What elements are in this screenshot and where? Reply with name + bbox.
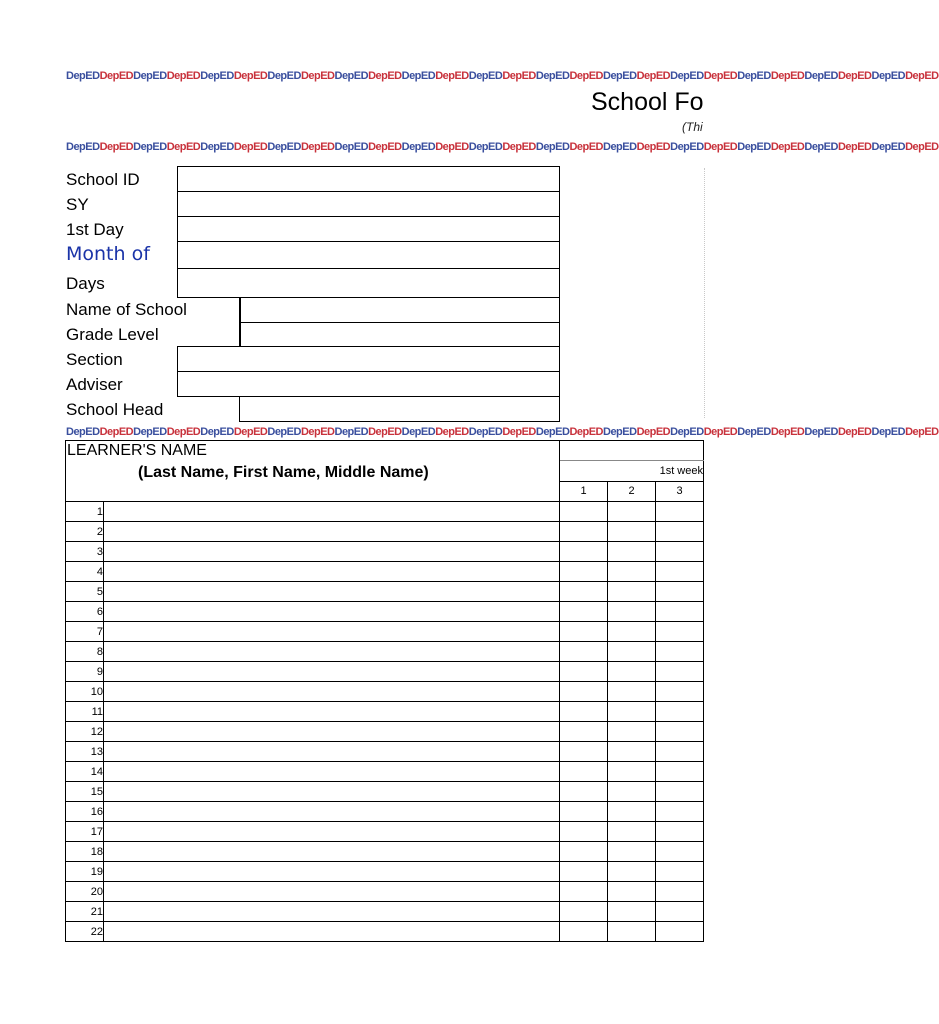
- deped-logo-mark: DepED: [133, 141, 167, 153]
- deped-logo-mark: DepED: [603, 141, 637, 153]
- sy-field[interactable]: [177, 191, 560, 217]
- page-edge-dots: [701, 168, 705, 418]
- row-number: 1: [66, 502, 104, 522]
- attendance-cell[interactable]: [560, 522, 608, 542]
- deped-logo-mark: DepED: [401, 141, 436, 153]
- attendance-cell[interactable]: [656, 782, 704, 802]
- attendance-cell[interactable]: [656, 842, 704, 862]
- attendance-cell[interactable]: [656, 602, 704, 622]
- attendance-cell[interactable]: [656, 762, 704, 782]
- deped-logo-mark: DepED: [334, 426, 369, 438]
- deped-logo-mark: DepED: [670, 426, 704, 438]
- deped-logo-mark: DepED: [166, 426, 201, 438]
- deped-logo-mark: DepED: [368, 70, 402, 82]
- table-row: [66, 642, 704, 662]
- table-row: [66, 902, 704, 922]
- deped-logo-mark: DepED: [737, 426, 771, 438]
- week-header: 1st week: [560, 461, 704, 481]
- deped-logo-mark: DepED: [435, 141, 469, 153]
- deped-logo-mark: DepED: [99, 141, 134, 153]
- deped-logo-mark: DepED: [737, 141, 771, 153]
- attendance-cell[interactable]: [560, 802, 608, 822]
- deped-logo-mark: DepED: [267, 141, 301, 153]
- deped-logo-mark: DepED: [569, 141, 603, 153]
- row-number: 5: [66, 582, 104, 602]
- attendance-cell[interactable]: [656, 702, 704, 722]
- row-number: 18: [66, 842, 104, 862]
- deped-logo-mark: DepED: [166, 141, 201, 153]
- table-row: [66, 522, 704, 542]
- attendance-cell[interactable]: [656, 522, 704, 542]
- month-of-label: Month of: [66, 243, 150, 265]
- name-of-school-field[interactable]: [239, 297, 560, 323]
- day-number-header: 1: [560, 481, 608, 501]
- learner-name-cell[interactable]: [104, 682, 560, 702]
- month-date-header: [560, 441, 704, 461]
- attendance-cell[interactable]: [656, 902, 704, 922]
- table-row: [66, 582, 704, 602]
- attendance-cell[interactable]: [608, 682, 656, 702]
- deped-logo-mark: DepED: [401, 426, 436, 438]
- table-row: [66, 882, 704, 902]
- learner-name-cell[interactable]: [104, 882, 560, 902]
- learner-name-header: [66, 441, 560, 502]
- name-grade-divider: [65, 297, 241, 347]
- attendance-cell[interactable]: [560, 742, 608, 762]
- table-row: [66, 922, 704, 942]
- attendance-cell[interactable]: [608, 782, 656, 802]
- attendance-cell[interactable]: [560, 562, 608, 582]
- attendance-cell[interactable]: [608, 822, 656, 842]
- school-id-label: School ID: [66, 170, 140, 189]
- table-row: [66, 662, 704, 682]
- grade-level-label: Grade Level: [66, 325, 159, 344]
- section-field[interactable]: [177, 346, 560, 372]
- row-number: 7: [66, 622, 104, 642]
- section-label: Section: [66, 350, 123, 369]
- grade-level-field[interactable]: [239, 322, 560, 348]
- row-number: 19: [66, 862, 104, 882]
- attendance-cell[interactable]: [608, 802, 656, 822]
- deped-logo-mark: DepED: [99, 70, 134, 82]
- deped-logo-mark: DepED: [770, 426, 805, 438]
- table-row: [66, 562, 704, 582]
- row-number: 15: [66, 782, 104, 802]
- deped-logo-mark: DepED: [703, 426, 738, 438]
- deped-logo-mark: DepED: [535, 426, 570, 438]
- deped-logo-mark: DepED: [535, 70, 570, 82]
- deped-logo-mark: DepED: [200, 141, 234, 153]
- row-number: 20: [66, 882, 104, 902]
- attendance-cell[interactable]: [608, 882, 656, 902]
- deped-logo-mark: DepED: [435, 426, 469, 438]
- learner-name-cell[interactable]: [104, 762, 560, 782]
- table-row: [66, 682, 704, 702]
- attendance-cell[interactable]: [608, 522, 656, 542]
- attendance-cell[interactable]: [560, 502, 608, 522]
- attendance-cell[interactable]: [608, 642, 656, 662]
- deped-logo-mark: DepED: [703, 70, 738, 82]
- attendance-cell[interactable]: [656, 862, 704, 882]
- deped-logo-mark: DepED: [300, 70, 335, 82]
- deped-logo-mark: DepED: [166, 70, 201, 82]
- attendance-cell[interactable]: [656, 802, 704, 822]
- form-subtitle: (Thi: [682, 120, 703, 134]
- deped-logo-mark: DepED: [233, 426, 268, 438]
- deped-logo-mark: DepED: [636, 141, 671, 153]
- deped-logo-mark: DepED: [636, 426, 671, 438]
- deped-logo-mark: DepED: [66, 70, 100, 82]
- attendance-cell[interactable]: [560, 882, 608, 902]
- attendance-cell[interactable]: [608, 562, 656, 582]
- attendance-cell[interactable]: [656, 682, 704, 702]
- deped-logo-mark: DepED: [804, 141, 838, 153]
- logo-band-top: [66, 69, 939, 83]
- deped-logo-mark: DepED: [770, 70, 805, 82]
- attendance-cell[interactable]: [560, 642, 608, 662]
- attendance-cell[interactable]: [656, 922, 704, 942]
- learner-name-cell[interactable]: [104, 582, 560, 602]
- attendance-cell[interactable]: [608, 502, 656, 522]
- row-number: 4: [66, 562, 104, 582]
- deped-logo-mark: DepED: [837, 426, 872, 438]
- row-number: 12: [66, 722, 104, 742]
- deped-logo-mark: DepED: [368, 426, 402, 438]
- learner-name-cell[interactable]: [104, 602, 560, 622]
- deped-logo-mark: DepED: [770, 141, 805, 153]
- attendance-cell[interactable]: [608, 722, 656, 742]
- deped-logo-mark: DepED: [468, 141, 503, 153]
- attendance-cell[interactable]: [560, 822, 608, 842]
- deped-logo-mark: DepED: [905, 70, 939, 82]
- attendance-cell[interactable]: [656, 622, 704, 642]
- deped-logo-mark: DepED: [871, 70, 906, 82]
- school-id-field[interactable]: [177, 166, 560, 192]
- attendance-cell[interactable]: [560, 762, 608, 782]
- deped-logo-mark: DepED: [66, 141, 100, 153]
- attendance-table: [65, 440, 704, 942]
- deped-logo-mark: DepED: [737, 70, 771, 82]
- month-of-field[interactable]: [177, 241, 560, 269]
- learner-name-cell[interactable]: [104, 522, 560, 542]
- first-day-label: 1st Day: [66, 220, 124, 239]
- attendance-cell[interactable]: [608, 922, 656, 942]
- deped-logo-mark: DepED: [267, 70, 301, 82]
- deped-logo-mark: DepED: [334, 141, 369, 153]
- attendance-cell[interactable]: [608, 902, 656, 922]
- deped-logo-mark: DepED: [300, 141, 335, 153]
- day-number-header: 2: [608, 481, 656, 501]
- attendance-cell[interactable]: [560, 782, 608, 802]
- days-field[interactable]: [177, 268, 560, 298]
- deped-logo-mark: DepED: [133, 70, 167, 82]
- learner-name-cell[interactable]: [104, 722, 560, 742]
- attendance-cell[interactable]: [560, 902, 608, 922]
- name-of-school-label: Name of School: [66, 300, 187, 319]
- learner-name-cell[interactable]: [104, 742, 560, 762]
- attendance-cell[interactable]: [560, 922, 608, 942]
- row-number: 11: [66, 702, 104, 722]
- learner-name-cell[interactable]: [104, 562, 560, 582]
- logo-band-bottom: [66, 425, 939, 439]
- learner-name-cell[interactable]: [104, 662, 560, 682]
- attendance-cell[interactable]: [608, 582, 656, 602]
- deped-logo-mark: DepED: [200, 70, 234, 82]
- learner-name-cell[interactable]: [104, 822, 560, 842]
- deped-logo-mark: DepED: [233, 141, 268, 153]
- adviser-field[interactable]: [177, 371, 560, 397]
- table-row: [66, 822, 704, 842]
- attendance-cell[interactable]: [608, 702, 656, 722]
- day-number-header: 3: [656, 481, 704, 501]
- deped-logo-mark: DepED: [368, 141, 402, 153]
- school-head-label: School Head: [66, 400, 164, 419]
- attendance-cell[interactable]: [560, 542, 608, 562]
- attendance-cell[interactable]: [560, 662, 608, 682]
- deped-logo-mark: DepED: [435, 70, 469, 82]
- attendance-cell[interactable]: [656, 882, 704, 902]
- name-format-hint: (Last Name, First Name, Middle Name): [138, 464, 429, 481]
- attendance-cell[interactable]: [560, 582, 608, 602]
- learner-name-cell[interactable]: [104, 782, 560, 802]
- deped-logo-mark: DepED: [837, 70, 872, 82]
- learner-name-cell[interactable]: [104, 622, 560, 642]
- deped-logo-mark: DepED: [670, 70, 704, 82]
- attendance-cell[interactable]: [656, 642, 704, 662]
- table-row: [66, 842, 704, 862]
- row-number: 3: [66, 542, 104, 562]
- attendance-cell[interactable]: [560, 622, 608, 642]
- deped-logo-mark: DepED: [334, 70, 369, 82]
- row-number: 6: [66, 602, 104, 622]
- deped-logo-mark: DepED: [502, 141, 536, 153]
- attendance-cell[interactable]: [656, 542, 704, 562]
- deped-logo-mark: DepED: [804, 70, 838, 82]
- deped-logo-mark: DepED: [603, 70, 637, 82]
- deped-logo-mark: DepED: [569, 426, 603, 438]
- learner-name-cell[interactable]: [104, 862, 560, 882]
- attendance-cell[interactable]: [656, 722, 704, 742]
- deped-logo-mark: DepED: [401, 70, 436, 82]
- table-row: [66, 622, 704, 642]
- row-number: 8: [66, 642, 104, 662]
- attendance-cell[interactable]: [608, 622, 656, 642]
- learner-name-cell[interactable]: [104, 702, 560, 722]
- deped-logo-mark: DepED: [66, 426, 100, 438]
- deped-logo-mark: DepED: [502, 426, 536, 438]
- row-number: 13: [66, 742, 104, 762]
- deped-logo-mark: DepED: [468, 426, 503, 438]
- table-row: [66, 802, 704, 822]
- learner-name-cell[interactable]: [104, 642, 560, 662]
- table-row: [66, 762, 704, 782]
- first-day-field[interactable]: [177, 216, 560, 242]
- row-number: 10: [66, 682, 104, 702]
- logo-band-middle: [66, 140, 939, 154]
- learner-name-cell[interactable]: [104, 542, 560, 562]
- deped-logo-mark: DepED: [99, 426, 134, 438]
- table-row: [66, 782, 704, 802]
- deped-logo-mark: DepED: [468, 70, 503, 82]
- attendance-cell[interactable]: [560, 722, 608, 742]
- deped-logo-mark: DepED: [502, 70, 536, 82]
- row-number: 17: [66, 822, 104, 842]
- row-number: 16: [66, 802, 104, 822]
- table-row: [66, 602, 704, 622]
- attendance-cell[interactable]: [560, 842, 608, 862]
- adviser-label: Adviser: [66, 375, 123, 394]
- attendance-cell[interactable]: [608, 602, 656, 622]
- deped-logo-mark: DepED: [133, 426, 167, 438]
- table-row: [66, 742, 704, 762]
- sy-label: SY: [66, 195, 89, 214]
- deped-logo-mark: DepED: [670, 141, 704, 153]
- deped-logo-mark: DepED: [804, 426, 838, 438]
- deped-logo-mark: DepED: [905, 426, 939, 438]
- attendance-cell[interactable]: [608, 542, 656, 562]
- row-number: 2: [66, 522, 104, 542]
- learner-name-cell[interactable]: [104, 502, 560, 522]
- days-label: Days: [66, 274, 105, 293]
- attendance-cell[interactable]: [560, 862, 608, 882]
- row-number: 9: [66, 662, 104, 682]
- row-number: 14: [66, 762, 104, 782]
- attendance-cell[interactable]: [608, 862, 656, 882]
- deped-logo-mark: DepED: [636, 70, 671, 82]
- deped-logo-mark: DepED: [569, 70, 603, 82]
- learner-name-cell[interactable]: [104, 902, 560, 922]
- attendance-cell[interactable]: [656, 582, 704, 602]
- deped-logo-mark: DepED: [233, 70, 268, 82]
- table-row: [66, 702, 704, 722]
- learner-name-cell[interactable]: [104, 922, 560, 942]
- learner-name-heading: LEARNER'S NAME: [67, 442, 207, 459]
- attendance-cell[interactable]: [656, 502, 704, 522]
- deped-logo-mark: DepED: [703, 141, 738, 153]
- deped-logo-mark: DepED: [871, 141, 906, 153]
- table-row: [66, 862, 704, 882]
- deped-logo-mark: DepED: [603, 426, 637, 438]
- attendance-cell[interactable]: [608, 742, 656, 762]
- attendance-cell[interactable]: [560, 682, 608, 702]
- deped-logo-mark: DepED: [535, 141, 570, 153]
- deped-logo-mark: DepED: [267, 426, 301, 438]
- attendance-cell[interactable]: [656, 562, 704, 582]
- attendance-cell[interactable]: [608, 762, 656, 782]
- school-head-field[interactable]: [239, 396, 560, 422]
- deped-logo-mark: DepED: [300, 426, 335, 438]
- attendance-cell[interactable]: [560, 702, 608, 722]
- attendance-cell[interactable]: [560, 602, 608, 622]
- deped-logo-mark: DepED: [871, 426, 906, 438]
- row-number: 21: [66, 902, 104, 922]
- learner-name-cell[interactable]: [104, 802, 560, 822]
- form-title: School Fo: [591, 88, 704, 116]
- deped-logo-mark: DepED: [837, 141, 872, 153]
- deped-logo-mark: DepED: [200, 426, 234, 438]
- row-number: 22: [66, 922, 104, 942]
- attendance-cell[interactable]: [608, 662, 656, 682]
- table-row: [66, 502, 704, 522]
- table-row: [66, 542, 704, 562]
- attendance-cell[interactable]: [656, 662, 704, 682]
- deped-logo-mark: DepED: [905, 141, 939, 153]
- learner-name-cell[interactable]: [104, 842, 560, 862]
- attendance-cell[interactable]: [656, 822, 704, 842]
- table-row: [66, 722, 704, 742]
- attendance-cell[interactable]: [656, 742, 704, 762]
- attendance-cell[interactable]: [608, 842, 656, 862]
